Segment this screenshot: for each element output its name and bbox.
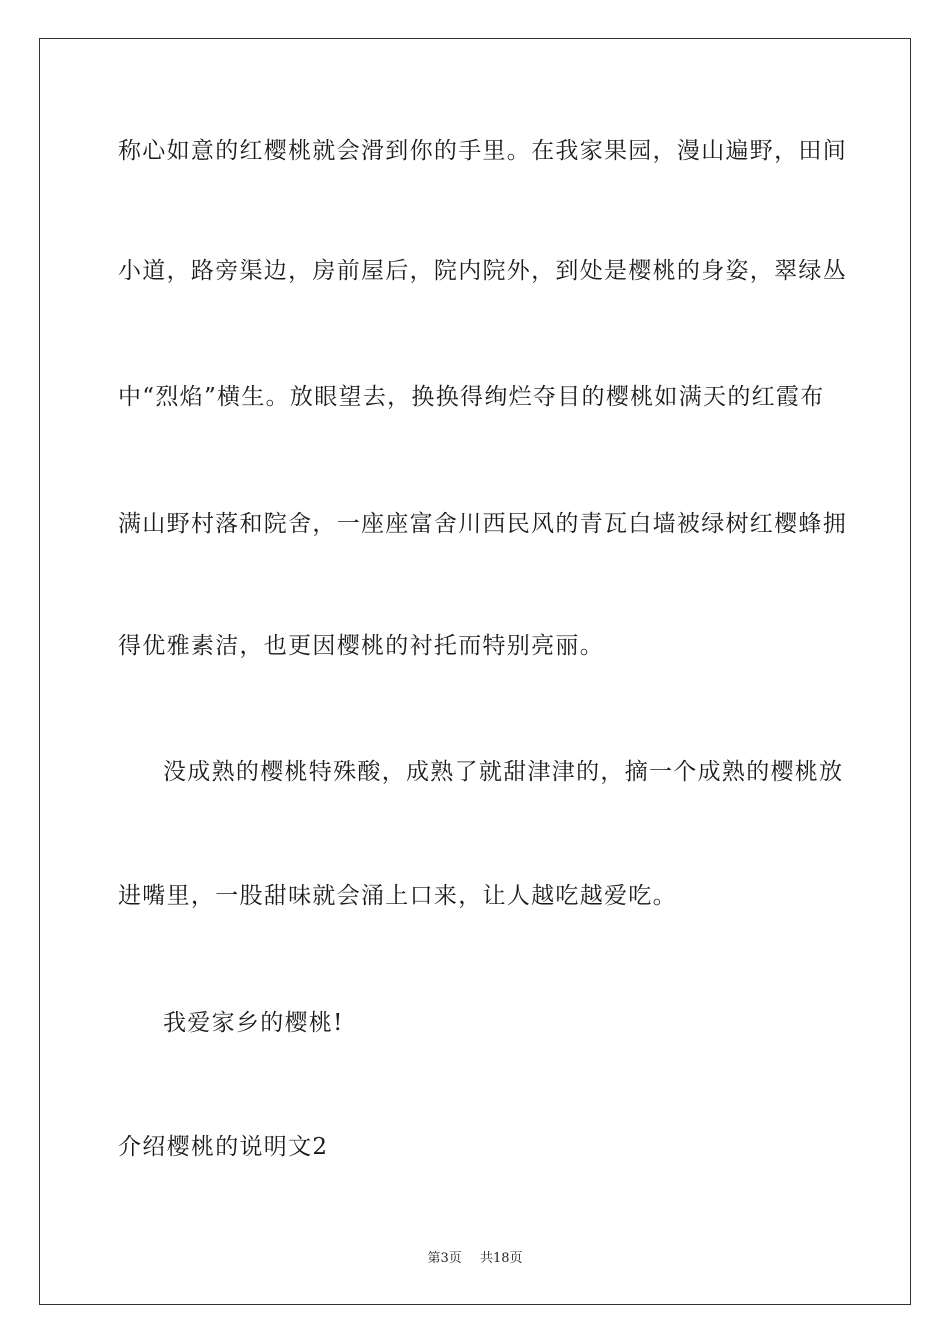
page-footer xyxy=(0,1247,950,1266)
page-border xyxy=(39,38,911,1305)
body-line-3: 中“烈焰”横生。放眼望去，换换得绚烂夺目的樱桃如满天的红霞布 xyxy=(118,384,825,410)
body-line-1: 称心如意的红樱桃就会滑到你的手里。在我家果园，漫山遍野，田间 xyxy=(118,138,847,164)
paragraph-2-line-1: 没成熟的樱桃特殊酸，成熟了就甜津津的，摘一个成熟的樱桃放 xyxy=(163,759,844,785)
body-line-2: 小道，路旁渠边，房前屋后，院内院外，到处是樱桃的身姿，翠绿丛 xyxy=(118,258,847,284)
paragraph-3: 我爱家乡的樱桃! xyxy=(163,1010,344,1036)
total-pages: 共18页 xyxy=(479,1251,523,1266)
body-line-5: 得优雅素洁，也更因樱桃的衬托而特别亮丽。 xyxy=(118,633,604,659)
section-heading: 介绍樱桃的说明文2 xyxy=(118,1134,329,1160)
paragraph-2-line-2: 进嘴里，一股甜味就会涌上口来，让人越吃越爱吃。 xyxy=(118,883,677,909)
page-number: 第3页 xyxy=(427,1251,462,1266)
body-line-4: 满山野村落和院舍，一座座富舍川西民风的青瓦白墙被绿树红樱蜂拥 xyxy=(118,511,847,537)
